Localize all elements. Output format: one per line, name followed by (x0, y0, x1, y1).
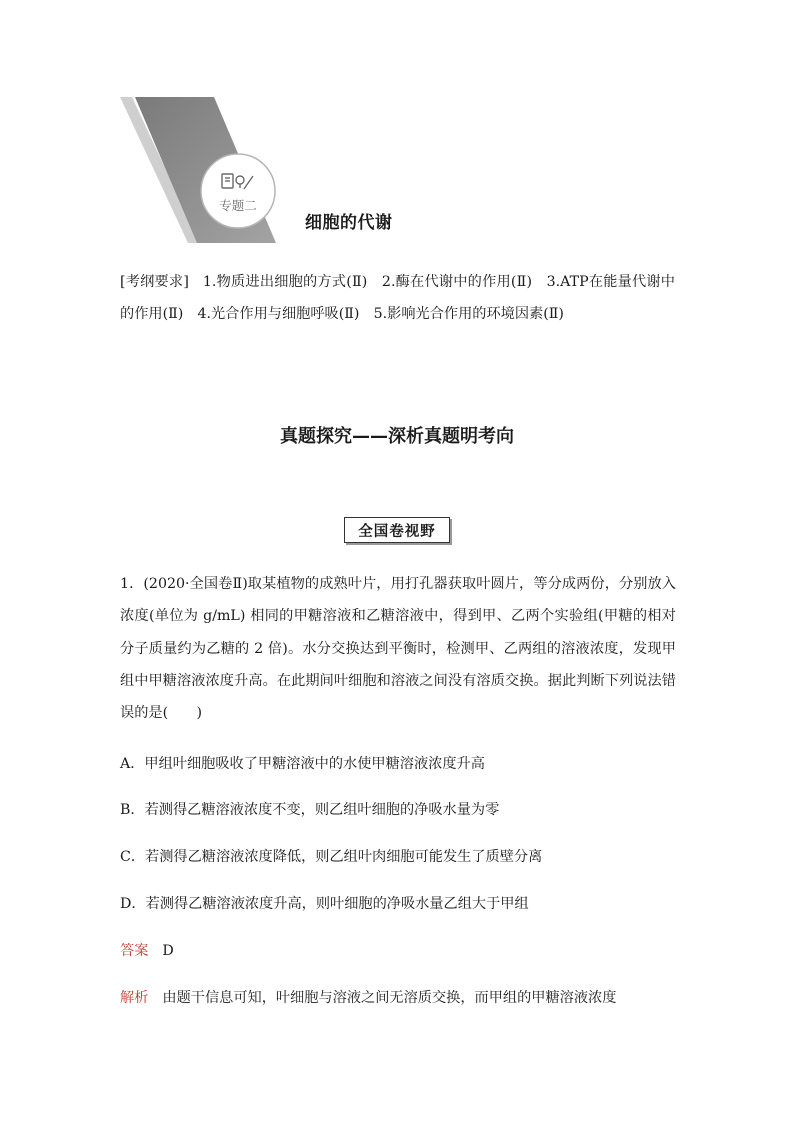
section-title: 真题探究——深析真题明考向 (280, 426, 514, 447)
question-stem: 1．(2020·全国卷Ⅱ)取某植物的成熟叶片，用打孔器获取叶圆片，等分成两份，分别放入浓度(单位为 g/mL) 相同的甲糖溶液和乙糖溶液中，得到甲、乙两个实验组(甲糖的相对分子质量约为乙糖的 2 倍)。水分交换达到平衡时，检测甲、乙两组的溶液浓度，发现甲组中甲糖溶液浓度升高。在此期间叶细胞和溶液之间没有溶质交换。据此判断下列说法错误的是( ) (120, 576, 676, 722)
national-paper-label: 全国卷视野 (344, 517, 450, 543)
answer-label: 答案 (120, 943, 149, 959)
analysis-line (120, 987, 676, 1009)
answer-line (120, 940, 174, 962)
analysis-label: 解析 (120, 990, 149, 1006)
exam-requirements (120, 266, 675, 330)
option-b: B．若测得乙糖溶液浓度不变，则乙组叶细胞的净吸水量为零 (120, 802, 500, 818)
topic-title: 细胞的代谢 (305, 213, 393, 233)
option-a: A．甲组叶细胞吸收了甲糖溶液中的水使甲糖溶液浓度升高 (120, 756, 485, 772)
answer-value: D (162, 943, 174, 959)
analysis-text: 由题干信息可知，叶细胞与溶液之间无溶质交换，而甲组的甲糖溶液浓度 (162, 990, 617, 1006)
requirements-text: 1.物质进出细胞的方式(Ⅱ) 2.酶在代谢中的作用(Ⅱ) 3.ATP在能量代谢中的作用(Ⅱ) 4.光合作用与细胞呼吸(Ⅱ) 5.影响光合作用的环境因素(Ⅱ) (120, 274, 675, 322)
badge-circle (201, 154, 275, 228)
requirements-tag: [考纲要求] (120, 274, 189, 290)
option-d: D．若测得乙糖溶液浓度升高，则叶细胞的净吸水量乙组大于甲组 (120, 896, 529, 912)
option-c: C．若测得乙糖溶液浓度降低，则乙组叶肉细胞可能发生了质壁分离 (120, 849, 543, 865)
topic-banner (0, 0, 794, 260)
topic-badge-label: 专题二 (219, 198, 257, 213)
